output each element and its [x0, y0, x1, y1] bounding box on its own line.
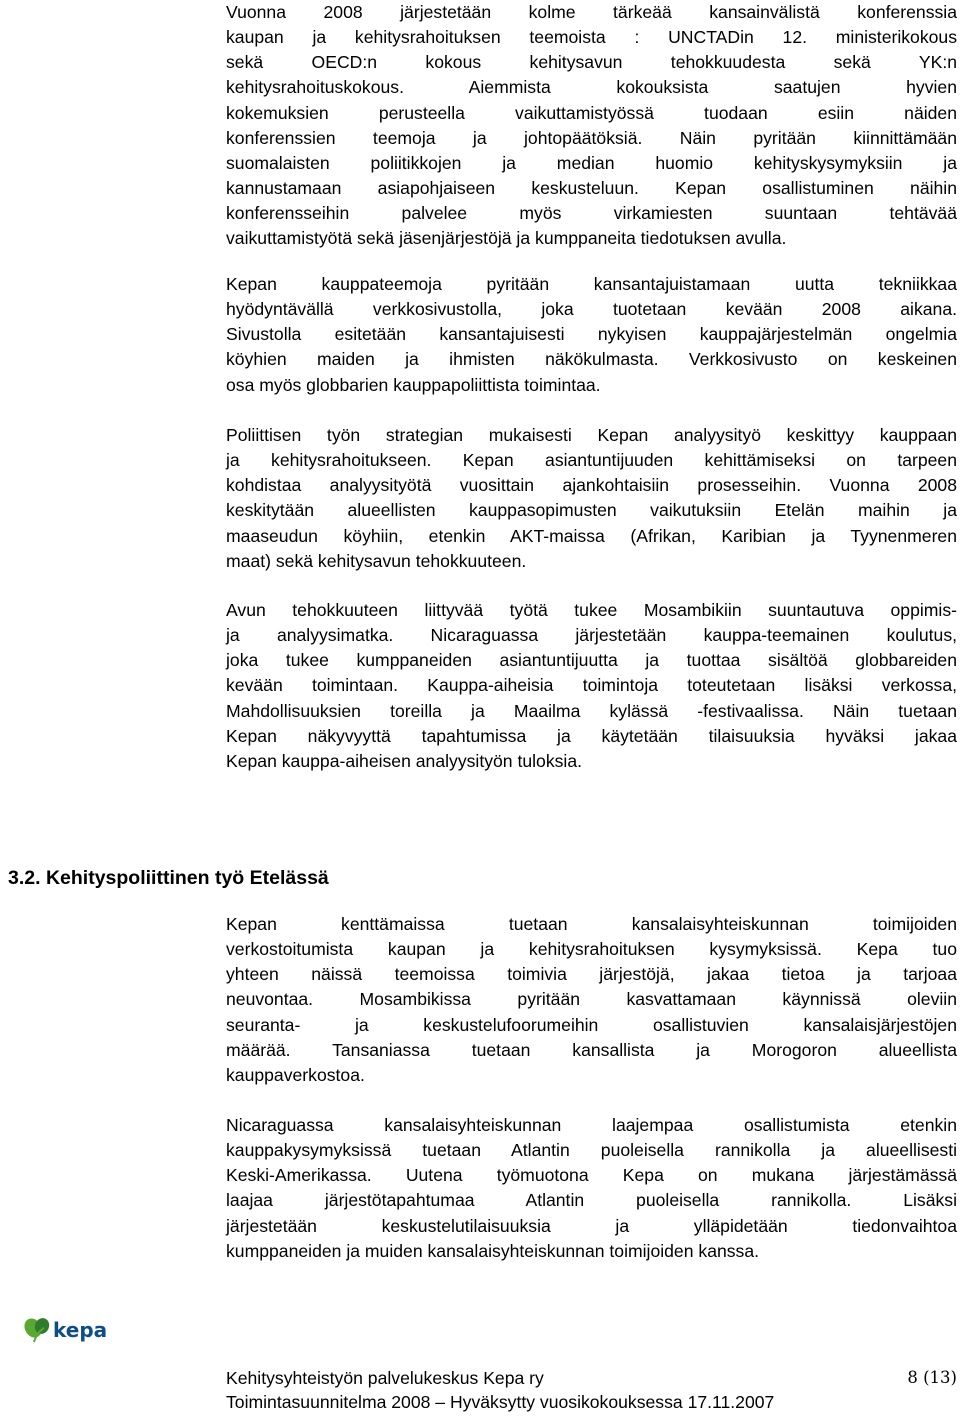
paragraph-line: keskitytään alueellisten kauppasopimusten vaikutuksiin Etelän maihin ja: [226, 500, 957, 521]
paragraph-line: Kepan kauppa-aiheisen analyysityön tuloksia.: [226, 750, 583, 771]
paragraph-line: maaseudun köyhiin, etenkin AKT-maissa (Afrikan, Karibian ja Tyynenmeren: [226, 525, 957, 546]
footer-document-info: Toimintasuunnitelma 2008 – Hyväksytty vuosikokouksessa 17.11.2007: [226, 1392, 775, 1412]
paragraph-line: kauppakysymyksissä tuetaan Atlantin puoleisella rannikolla ja alueellisesti: [226, 1140, 957, 1161]
paragraph-line: kehitysrahoituskokous. Aiemmista kokouksista saatujen hyvien: [226, 77, 957, 98]
paragraph-line: köyhien maiden ja ihmisten näkökulmasta. Verkkosivusto on keskeinen: [226, 349, 957, 370]
paragraph-line: joka tukee kumppaneiden asiantuntijuutta ja tuottaa sisältöä globbareiden: [226, 650, 957, 671]
paragraph-line: vaikuttamistyötä sekä jäsenjärjestöjä ja kumppaneita tiedotuksen avulla.: [226, 228, 787, 249]
paragraph-line: konferensseihin palvelee myös virkamiesten suuntaan tehtävää: [226, 203, 957, 224]
paragraph-line: ja analyysimatka. Nicaraguassa järjestetään kauppa-teemainen koulutus,: [226, 625, 957, 646]
paragraph-line: Vuonna 2008 järjestetään kolme tärkeää kansainvälistä konferenssia: [226, 2, 957, 22]
paragraph-line: järjestetään keskustelutilaisuuksia ja ylläpidetään tiedonvaihtoa: [226, 1215, 957, 1236]
paragraph-line: kokemuksien perusteella vaikuttamistyössä tuodaan esiin näiden: [226, 102, 957, 123]
paragraph-line: Kepan kauppateemoja pyritään kansantajuistamaan uutta tekniikkaa: [226, 274, 957, 294]
paragraph-line: kumppaneiden ja muiden kansalaisyhteiskunnan toimijoiden kanssa.: [226, 1240, 760, 1261]
paragraph-line: Kepan kenttämaissa tuetaan kansalaisyhteiskunnan toimijoiden: [226, 914, 957, 934]
paragraph-line: ja kehitysrahoitukseen. Kepan asiantuntijuuden kehittämiseksi on tarpeen: [226, 450, 957, 471]
paragraph-line: Kepan näkyvyyttä tapahtumissa ja käytetään tilaisuuksia hyväksi jakaa: [226, 725, 957, 746]
paragraph-line: kannustamaan asiapohjaiseen keskusteluun. Kepan osallistuminen näihin: [226, 178, 957, 199]
paragraph-line: Nicaraguassa kansalaisyhteiskunnan laajempaa osallistumista etenkin: [226, 1115, 957, 1135]
leaf-icon: [24, 1316, 52, 1346]
paragraph-line: kauppaverkostoa.: [226, 1064, 365, 1085]
paragraph-line: Sivustolla esitetään kansantajuisesti nykyisen kauppajärjestelmän ongelmia: [226, 324, 957, 345]
paragraph-line: Mahdollisuuksien toreilla ja Maailma kylässä -festivaalissa. Näin tuetaan: [226, 700, 957, 721]
paragraph-line: kaupan ja kehitysrahoituksen teemoista : UNCTADin 12. ministerikokous: [226, 27, 957, 48]
paragraph-line: kohdistaa analyysityötä vuosittain ajankohtaisiin prosesseihin. Vuonna 2008: [226, 475, 957, 496]
logo-text: kepa: [53, 1318, 108, 1342]
paragraph-line: konferenssien teemoja ja johtopäätöksiä. Näin pyritään kiinnittämään: [226, 127, 957, 148]
paragraph-line: määrää. Tansaniassa tuetaan kansallista ja Morogoron alueellista: [226, 1039, 957, 1060]
section-heading: 3.2. Kehityspoliittinen työ Etelässä: [8, 867, 329, 890]
paragraph-line: seuranta- ja keskustelufoorumeihin osallistuvien kansalaisjärjestöjen: [226, 1014, 957, 1035]
paragraph-line: Poliittisen työn strategian mukaisesti Kepan analyysityö keskittyy kauppaan: [226, 425, 957, 445]
paragraph-line: kevään toimintaan. Kauppa-aiheisia toimintoja toteutetaan lisäksi verkossa,: [226, 675, 957, 696]
paragraph-line: neuvontaa. Mosambikissa pyritään kasvattamaan käynnissä oleviin: [226, 989, 957, 1010]
paragraph-line: laajaa järjestötapahtumaa Atlantin puoleisella rannikolla. Lisäksi: [226, 1190, 957, 1211]
paragraph-line: yhteen näissä teemoissa toimivia järjestöjä, jakaa tietoa ja tarjoaa: [226, 964, 957, 985]
footer-organization: Kehitysyhteistyön palvelukeskus Kepa ry: [226, 1368, 544, 1388]
paragraph-line: Avun tehokkuuteen liittyvää työtä tukee Mosambikiin suuntautuva oppimis-: [226, 600, 957, 620]
kepa-logo: [24, 1316, 108, 1346]
paragraph-line: osa myös globbarien kauppapoliittista toimintaa.: [226, 374, 601, 395]
page-number: 8 (13): [907, 1368, 957, 1387]
paragraph-line: Keski-Amerikassa. Uutena työmuotona Kepa on mukana järjestämässä: [226, 1165, 957, 1186]
paragraph-line: maat) sekä kehitysavun tehokkuuteen.: [226, 550, 527, 571]
paragraph-line: hyödyntävällä verkkosivustolla, joka tuotetaan kevään 2008 aikana.: [226, 299, 957, 320]
paragraph-line: sekä OECD:n kokous kehitysavun tehokkuudesta sekä YK:n: [226, 52, 957, 73]
paragraph-line: suomalaisten poliitikkojen ja median huomio kehityskysymyksiin ja: [226, 152, 957, 173]
paragraph-line: verkostoitumista kaupan ja kehitysrahoituksen kysymyksissä. Kepa tuo: [226, 939, 957, 960]
